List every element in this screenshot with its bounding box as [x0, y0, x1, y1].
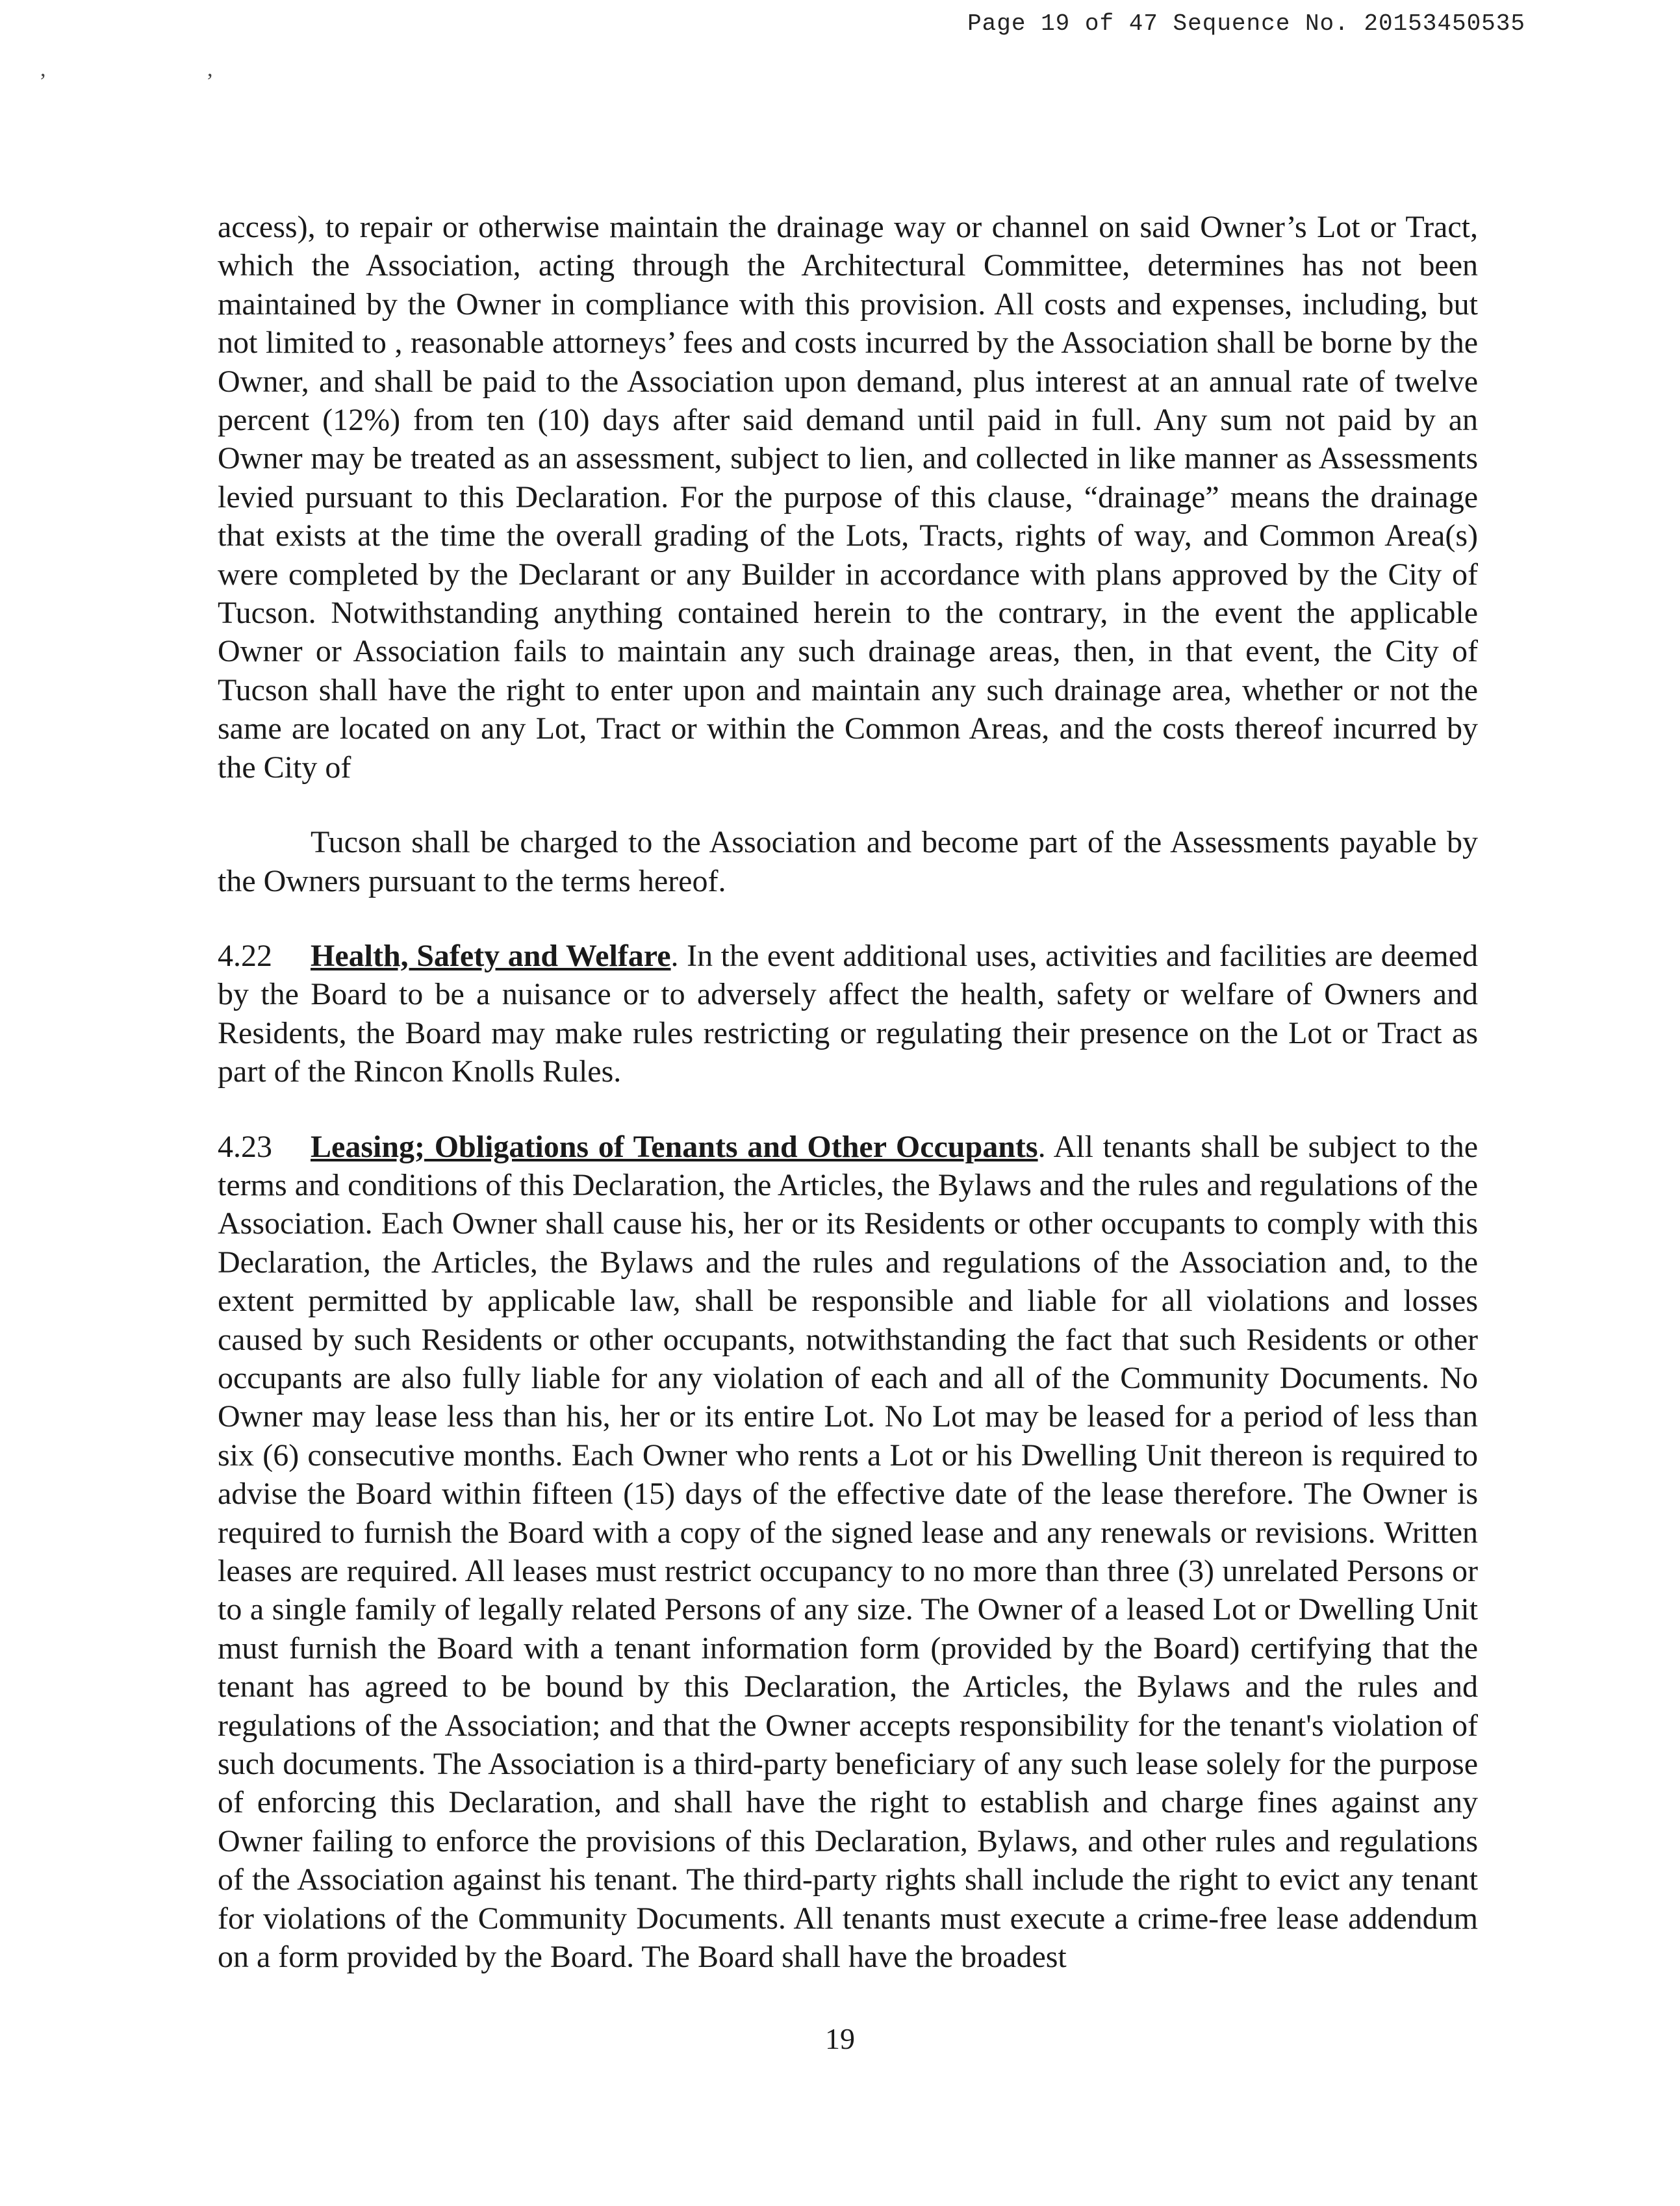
- paragraph-tucson-charges: Tucson shall be charged to the Association and become part of the Assessments payable by the Owners pursuant to the terms hereof.: [218, 825, 1478, 898]
- section-title: Health, Safety and Welfare: [311, 938, 671, 973]
- section-title: Leasing; Obligations of Tenants and Other Occupants: [311, 1129, 1038, 1164]
- section-body: . In the event additional uses, activities and facilities are deemed by the Board to be a nuisance or to adversely affect the health, safety or welfare of Owners and Residents, the Board may make rules restricting or regulating their presence on the Lot or Tract as part of the Rincon Knolls Rules.: [218, 938, 1478, 1089]
- section-4-22: [218, 937, 1478, 1091]
- page-number: 19: [825, 2022, 855, 2055]
- section-4-23: [218, 1128, 1478, 1977]
- section-body: . All tenants shall be subject to the terms and conditions of this Declaration, the Articles, the Bylaws and the rules and regulations of the Association. Each Owner shall cause his, her or its Residents or other occupants to comply with this Declaration, the Articles, the Bylaws and the rules and regulations of the Association and, to the extent permitted by applicable law, shall be responsible and liable for all violations and losses caused by such Residents or other occupants, notwithstanding the fact that such Residents or other occupants are also fully liable for any violation of each and all of the Community Documents. No Owner may lease less than his, her or its entire Lot. No Lot may be leased for a period of less than six (6) consecutive months. Each Owner who rents a Lot or his Dwelling Unit thereon is required to advise the Board within fifteen (15) days of the effective date of the lease therefore. The Owner is required to furnish the Board with a copy of the signed lease and any renewals or revisions. Written leases are required. All leases must restrict occupancy to no more than three (3) unrelated Persons or to a single family of legally related Persons of any size. The Owner of a leased Lot or Dwelling Unit must furnish the Board with a tenant information form (provided by the Board) certifying that the tenant has agreed to be bound by this Declaration, the Articles, the Bylaws and the rules and regulations of the Association; and that the Owner accepts responsibility for the tenant's violation of such documents. The Association is a third-party beneficiary of any such lease solely for the purpose of enforcing this Declaration, and shall have the right to establish and charge fines against any Owner failing to enforce the provisions of this Declaration, Bylaws, and other rules and regulations of the Association against his tenant. The third-party rights shall include the right to evict any tenant for violations of the Community Documents. All tenants must execute a crime-free lease addendum on a form provided by the Board. The Board shall have the broadest: [218, 1129, 1479, 1975]
- page-sequence-header: Page 19 of 47 Sequence No. 20153450535: [967, 10, 1525, 37]
- document-body: [218, 208, 1478, 1976]
- scan-marks: , ,: [40, 57, 291, 81]
- paragraph-drainage: access), to repair or otherwise maintain the drainage way or channel on said Owner’s Lot or Tract, which the Association, acting through the Architectural Committee, determines has not been maintained by the Owner in compliance with this provision. All costs and expenses, including, but not limited to , reasonable attorneys’ fees and costs incurred by the Association shall be borne by the Owner, and shall be paid to the Association upon demand, plus interest at an annual rate of twelve percent (12%) from ten (10) days after said demand until paid in full. Any sum not paid by an Owner may be treated as an assessment, subject to lien, and collected in like manner as Assessments levied pursuant to this Declaration. For the purpose of this clause, “drainage” means the drainage that exists at the time the overall grading of the Lots, Tracts, rights of way, and Common Area(s) were completed by the Declarant or any Builder in accordance with plans approved by the City of Tucson. Notwithstanding anything contained herein to the contrary, in the event the applicable Owner or Association fails to maintain any such drainage areas, then, in that event, the City of Tucson shall have the right to enter upon and maintain any such drainage area, whether or not the same are located on any Lot, Tract or within the Common Areas, and the costs thereof incurred by the City of: [218, 210, 1478, 785]
- section-number: 4.23: [218, 1129, 272, 1164]
- section-number: 4.22: [218, 938, 272, 973]
